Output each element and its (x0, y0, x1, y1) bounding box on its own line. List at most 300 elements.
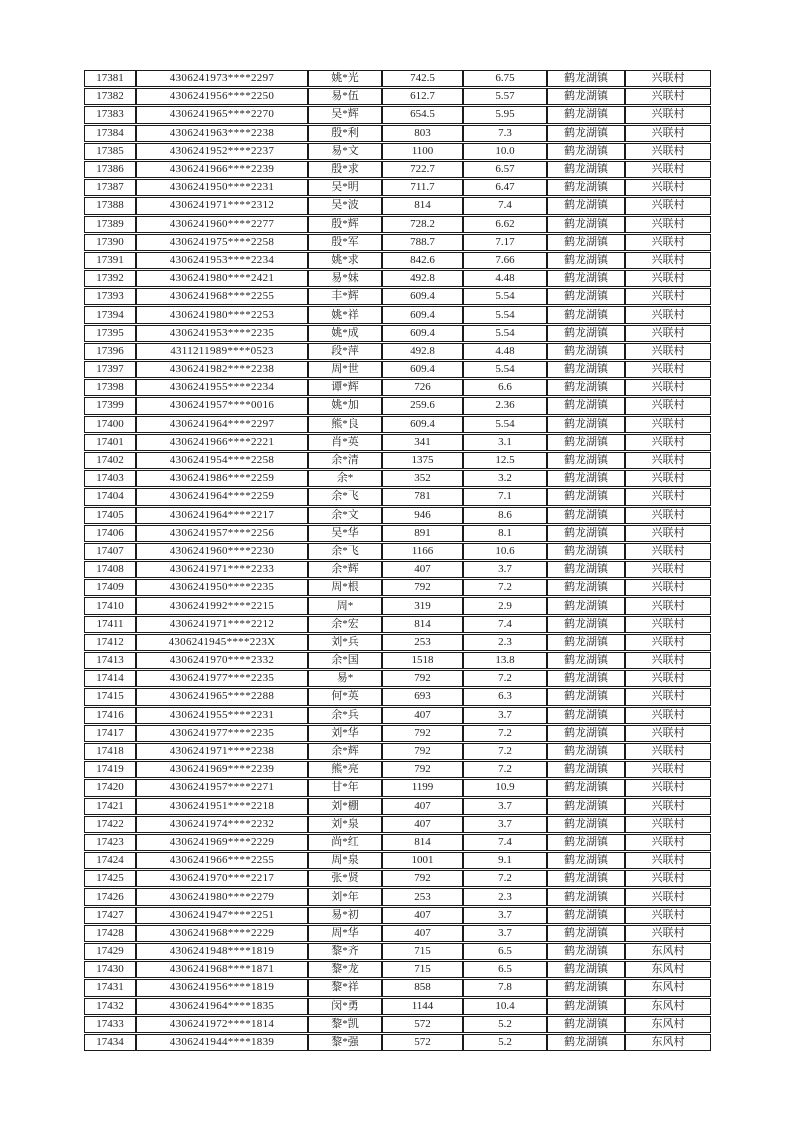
table-row (84, 961, 711, 978)
cell-village: 兴联村 (625, 870, 711, 887)
cell-village: 兴联村 (625, 634, 711, 651)
cell-amount: 492.8 (382, 270, 463, 287)
table-row (84, 379, 711, 396)
cell-rate: 5.54 (463, 361, 547, 378)
cell-rate: 6.5 (463, 943, 547, 960)
cell-serial: 17419 (84, 761, 136, 778)
cell-rate: 7.2 (463, 725, 547, 742)
cell-masked-id: 4306241972****1814 (136, 1016, 308, 1033)
cell-serial: 17412 (84, 634, 136, 651)
cell-masked-id: 4306241966****2255 (136, 852, 308, 869)
cell-village: 兴联村 (625, 888, 711, 905)
cell-town: 鹤龙湖镇 (547, 507, 625, 524)
cell-town: 鹤龙湖镇 (547, 270, 625, 287)
cell-town: 鹤龙湖镇 (547, 743, 625, 760)
cell-rate: 3.7 (463, 816, 547, 833)
cell-town: 鹤龙湖镇 (547, 488, 625, 505)
cell-village: 兴联村 (625, 325, 711, 342)
cell-rate: 7.2 (463, 761, 547, 778)
cell-masked-id: 4306241974****2232 (136, 816, 308, 833)
cell-serial: 17424 (84, 852, 136, 869)
cell-masked-id: 4306241970****2217 (136, 870, 308, 887)
cell-town: 鹤龙湖镇 (547, 561, 625, 578)
cell-village: 兴联村 (625, 197, 711, 214)
cell-rate: 3.2 (463, 470, 547, 487)
cell-rate: 3.7 (463, 925, 547, 942)
cell-serial: 17389 (84, 216, 136, 233)
cell-masked-id: 4306241986****2259 (136, 470, 308, 487)
cell-masked-id: 4306241965****2288 (136, 688, 308, 705)
cell-masked-id: 4306241980****2253 (136, 306, 308, 323)
cell-town: 鹤龙湖镇 (547, 361, 625, 378)
cell-masked-id: 4306241950****2231 (136, 179, 308, 196)
cell-masked-id: 4306241971****2233 (136, 561, 308, 578)
cell-amount: 407 (382, 816, 463, 833)
cell-serial: 17433 (84, 1016, 136, 1033)
table-row (84, 779, 711, 796)
cell-amount: 609.4 (382, 361, 463, 378)
cell-amount: 792 (382, 743, 463, 760)
table-row (84, 979, 711, 996)
cell-masked-name: 殷*求 (308, 161, 382, 178)
cell-town: 鹤龙湖镇 (547, 707, 625, 724)
cell-serial: 17390 (84, 234, 136, 251)
cell-serial: 17416 (84, 707, 136, 724)
cell-town: 鹤龙湖镇 (547, 125, 625, 142)
cell-rate: 7.8 (463, 979, 547, 996)
cell-serial: 17382 (84, 88, 136, 105)
cell-amount: 781 (382, 488, 463, 505)
cell-serial: 17420 (84, 779, 136, 796)
cell-town: 鹤龙湖镇 (547, 961, 625, 978)
table-row (84, 70, 711, 87)
table-row (84, 434, 711, 451)
cell-amount: 407 (382, 561, 463, 578)
cell-serial: 17386 (84, 161, 136, 178)
cell-masked-name: 尚*红 (308, 834, 382, 851)
table-row (84, 616, 711, 633)
table-row (84, 834, 711, 851)
table-row (84, 270, 711, 287)
cell-masked-id: 4306241953****2235 (136, 325, 308, 342)
table-row (84, 670, 711, 687)
cell-serial: 17392 (84, 270, 136, 287)
cell-masked-name: 刘*年 (308, 888, 382, 905)
cell-rate: 3.7 (463, 561, 547, 578)
cell-rate: 12.5 (463, 452, 547, 469)
cell-amount: 722.7 (382, 161, 463, 178)
cell-amount: 742.5 (382, 70, 463, 87)
cell-amount: 1375 (382, 452, 463, 469)
cell-village: 兴联村 (625, 361, 711, 378)
cell-rate: 5.54 (463, 416, 547, 433)
cell-rate: 3.7 (463, 707, 547, 724)
cell-town: 鹤龙湖镇 (547, 452, 625, 469)
cell-village: 兴联村 (625, 288, 711, 305)
table-row (84, 688, 711, 705)
cell-serial: 17407 (84, 543, 136, 560)
cell-masked-name: 余* (308, 470, 382, 487)
table-row (84, 888, 711, 905)
cell-masked-id: 4306241968****2229 (136, 925, 308, 942)
cell-rate: 4.48 (463, 270, 547, 287)
cell-masked-id: 4306241944****1839 (136, 1034, 308, 1051)
cell-masked-name: 易*妹 (308, 270, 382, 287)
cell-rate: 7.2 (463, 670, 547, 687)
cell-masked-name: 易* (308, 670, 382, 687)
table-row (84, 143, 711, 160)
cell-village: 兴联村 (625, 416, 711, 433)
cell-masked-name: 余*飞 (308, 543, 382, 560)
cell-amount: 572 (382, 1016, 463, 1033)
cell-amount: 407 (382, 907, 463, 924)
cell-masked-id: 4306241975****2258 (136, 234, 308, 251)
cell-village: 兴联村 (625, 143, 711, 160)
cell-rate: 8.1 (463, 525, 547, 542)
cell-rate: 5.57 (463, 88, 547, 105)
cell-amount: 407 (382, 798, 463, 815)
cell-village: 兴联村 (625, 852, 711, 869)
cell-masked-name: 余*文 (308, 507, 382, 524)
cell-amount: 715 (382, 961, 463, 978)
cell-town: 鹤龙湖镇 (547, 197, 625, 214)
cell-rate: 5.54 (463, 306, 547, 323)
table-row (84, 470, 711, 487)
table-row (84, 216, 711, 233)
table-row (84, 306, 711, 323)
cell-masked-name: 余*辉 (308, 743, 382, 760)
cell-rate: 3.7 (463, 907, 547, 924)
cell-village: 兴联村 (625, 343, 711, 360)
cell-rate: 6.75 (463, 70, 547, 87)
cell-masked-id: 4306241964****2259 (136, 488, 308, 505)
cell-masked-id: 4306241968****1871 (136, 961, 308, 978)
cell-rate: 5.95 (463, 106, 547, 123)
cell-serial: 17417 (84, 725, 136, 742)
cell-masked-id: 4306241953****2234 (136, 252, 308, 269)
cell-masked-name: 黎*龙 (308, 961, 382, 978)
cell-amount: 1001 (382, 852, 463, 869)
cell-town: 鹤龙湖镇 (547, 1034, 625, 1051)
cell-village: 兴联村 (625, 597, 711, 614)
cell-amount: 612.7 (382, 88, 463, 105)
cell-serial: 17422 (84, 816, 136, 833)
table-row (84, 1034, 711, 1051)
table-row (84, 252, 711, 269)
cell-masked-name: 姚*加 (308, 397, 382, 414)
cell-amount: 352 (382, 470, 463, 487)
cell-amount: 814 (382, 834, 463, 851)
cell-village: 兴联村 (625, 761, 711, 778)
cell-amount: 1166 (382, 543, 463, 560)
table-row (84, 761, 711, 778)
table-row (84, 361, 711, 378)
cell-rate: 4.48 (463, 343, 547, 360)
cell-amount: 792 (382, 670, 463, 687)
cell-amount: 946 (382, 507, 463, 524)
table-row (84, 634, 711, 651)
cell-masked-id: 4306241971****2238 (136, 743, 308, 760)
table-row (84, 106, 711, 123)
cell-serial: 17404 (84, 488, 136, 505)
cell-serial: 17395 (84, 325, 136, 342)
cell-town: 鹤龙湖镇 (547, 597, 625, 614)
cell-amount: 492.8 (382, 343, 463, 360)
cell-village: 兴联村 (625, 816, 711, 833)
cell-rate: 7.4 (463, 834, 547, 851)
cell-serial: 17429 (84, 943, 136, 960)
cell-serial: 17425 (84, 870, 136, 887)
table-row (84, 488, 711, 505)
cell-town: 鹤龙湖镇 (547, 216, 625, 233)
cell-amount: 715 (382, 943, 463, 960)
cell-masked-name: 周*泉 (308, 852, 382, 869)
table-row (84, 325, 711, 342)
cell-village: 兴联村 (625, 252, 711, 269)
cell-village: 兴联村 (625, 561, 711, 578)
cell-serial: 17410 (84, 597, 136, 614)
cell-masked-id: 4306241963****2238 (136, 125, 308, 142)
cell-village: 兴联村 (625, 125, 711, 142)
table-row (84, 343, 711, 360)
cell-masked-name: 殷*辉 (308, 216, 382, 233)
cell-village: 兴联村 (625, 234, 711, 251)
cell-town: 鹤龙湖镇 (547, 161, 625, 178)
cell-masked-id: 4306241977****2235 (136, 725, 308, 742)
table-row (84, 579, 711, 596)
cell-rate: 13.8 (463, 652, 547, 669)
cell-serial: 17381 (84, 70, 136, 87)
cell-masked-id: 4306241969****2229 (136, 834, 308, 851)
cell-village: 兴联村 (625, 88, 711, 105)
cell-amount: 814 (382, 197, 463, 214)
cell-serial: 17406 (84, 525, 136, 542)
cell-amount: 792 (382, 761, 463, 778)
cell-village: 兴联村 (625, 834, 711, 851)
cell-masked-name: 熊*良 (308, 416, 382, 433)
cell-serial: 17402 (84, 452, 136, 469)
cell-village: 兴联村 (625, 306, 711, 323)
cell-masked-id: 4306241970****2332 (136, 652, 308, 669)
cell-masked-name: 吴*华 (308, 525, 382, 542)
table-row (84, 597, 711, 614)
cell-rate: 2.3 (463, 888, 547, 905)
cell-amount: 341 (382, 434, 463, 451)
cell-town: 鹤龙湖镇 (547, 306, 625, 323)
cell-amount: 407 (382, 925, 463, 942)
table-row (84, 452, 711, 469)
cell-masked-id: 4306241948****1819 (136, 943, 308, 960)
table-row (84, 197, 711, 214)
cell-village: 兴联村 (625, 397, 711, 414)
cell-masked-name: 姚*成 (308, 325, 382, 342)
table-row (84, 397, 711, 414)
cell-serial: 17409 (84, 579, 136, 596)
cell-masked-id: 4306241950****2235 (136, 579, 308, 596)
cell-town: 鹤龙湖镇 (547, 852, 625, 869)
cell-rate: 10.0 (463, 143, 547, 160)
cell-amount: 891 (382, 525, 463, 542)
cell-village: 兴联村 (625, 688, 711, 705)
cell-village: 兴联村 (625, 216, 711, 233)
cell-masked-id: 4306241973****2297 (136, 70, 308, 87)
cell-serial: 17398 (84, 379, 136, 396)
cell-village: 东风村 (625, 979, 711, 996)
cell-village: 兴联村 (625, 106, 711, 123)
cell-village: 兴联村 (625, 525, 711, 542)
cell-serial: 17383 (84, 106, 136, 123)
cell-rate: 7.2 (463, 870, 547, 887)
cell-masked-name: 黎*祥 (308, 979, 382, 996)
cell-masked-name: 黎*凯 (308, 1016, 382, 1033)
cell-masked-id: 4306241965****2270 (136, 106, 308, 123)
cell-amount: 792 (382, 579, 463, 596)
cell-town: 鹤龙湖镇 (547, 834, 625, 851)
cell-town: 鹤龙湖镇 (547, 1016, 625, 1033)
cell-masked-id: 4306241947****2251 (136, 907, 308, 924)
cell-masked-id: 4306241966****2239 (136, 161, 308, 178)
cell-masked-name: 易*文 (308, 143, 382, 160)
cell-masked-name: 余*兵 (308, 707, 382, 724)
cell-village: 东风村 (625, 1034, 711, 1051)
cell-masked-name: 易*初 (308, 907, 382, 924)
cell-serial: 17394 (84, 306, 136, 323)
cell-town: 鹤龙湖镇 (547, 779, 625, 796)
cell-serial: 17432 (84, 998, 136, 1015)
cell-masked-id: 4306241980****2421 (136, 270, 308, 287)
cell-town: 鹤龙湖镇 (547, 943, 625, 960)
cell-masked-id: 4311211989****0523 (136, 343, 308, 360)
cell-masked-name: 余*国 (308, 652, 382, 669)
cell-amount: 253 (382, 634, 463, 651)
cell-amount: 858 (382, 979, 463, 996)
cell-masked-name: 段*萍 (308, 343, 382, 360)
cell-masked-id: 4306241971****2212 (136, 616, 308, 633)
cell-masked-name: 刘*泉 (308, 816, 382, 833)
table-row (84, 943, 711, 960)
cell-amount: 792 (382, 870, 463, 887)
table-row (84, 543, 711, 560)
cell-masked-name: 余*清 (308, 452, 382, 469)
cell-serial: 17426 (84, 888, 136, 905)
cell-village: 东风村 (625, 1016, 711, 1033)
cell-serial: 17405 (84, 507, 136, 524)
cell-town: 鹤龙湖镇 (547, 634, 625, 651)
cell-town: 鹤龙湖镇 (547, 888, 625, 905)
cell-amount: 572 (382, 1034, 463, 1051)
cell-village: 兴联村 (625, 379, 711, 396)
cell-rate: 6.47 (463, 179, 547, 196)
table-row (84, 707, 711, 724)
cell-town: 鹤龙湖镇 (547, 652, 625, 669)
table-row (84, 125, 711, 142)
table-row (84, 161, 711, 178)
cell-rate: 5.54 (463, 288, 547, 305)
cell-village: 兴联村 (625, 507, 711, 524)
table-row (84, 234, 711, 251)
cell-rate: 9.1 (463, 852, 547, 869)
cell-amount: 792 (382, 725, 463, 742)
cell-masked-id: 4306241951****2218 (136, 798, 308, 815)
cell-village: 兴联村 (625, 488, 711, 505)
cell-town: 鹤龙湖镇 (547, 670, 625, 687)
cell-town: 鹤龙湖镇 (547, 998, 625, 1015)
cell-masked-name: 刘*华 (308, 725, 382, 742)
cell-masked-id: 4306241964****1835 (136, 998, 308, 1015)
cell-rate: 2.9 (463, 597, 547, 614)
cell-masked-id: 4306241954****2258 (136, 452, 308, 469)
cell-village: 东风村 (625, 998, 711, 1015)
table-row (84, 288, 711, 305)
cell-serial: 17430 (84, 961, 136, 978)
cell-masked-id: 4306241960****2230 (136, 543, 308, 560)
cell-village: 兴联村 (625, 670, 711, 687)
cell-rate: 10.4 (463, 998, 547, 1015)
cell-rate: 7.17 (463, 234, 547, 251)
cell-town: 鹤龙湖镇 (547, 106, 625, 123)
cell-masked-id: 4306241960****2277 (136, 216, 308, 233)
cell-amount: 842.6 (382, 252, 463, 269)
table-row (84, 998, 711, 1015)
cell-serial: 17384 (84, 125, 136, 142)
cell-masked-name: 丰*辉 (308, 288, 382, 305)
cell-serial: 17393 (84, 288, 136, 305)
cell-village: 兴联村 (625, 270, 711, 287)
cell-masked-name: 殷*军 (308, 234, 382, 251)
cell-town: 鹤龙湖镇 (547, 397, 625, 414)
cell-town: 鹤龙湖镇 (547, 816, 625, 833)
cell-rate: 7.2 (463, 579, 547, 596)
cell-serial: 17434 (84, 1034, 136, 1051)
cell-serial: 17403 (84, 470, 136, 487)
cell-village: 兴联村 (625, 616, 711, 633)
cell-masked-name: 何*英 (308, 688, 382, 705)
table-row (84, 870, 711, 887)
cell-amount: 407 (382, 707, 463, 724)
cell-amount: 609.4 (382, 288, 463, 305)
cell-serial: 17418 (84, 743, 136, 760)
cell-rate: 2.36 (463, 397, 547, 414)
cell-town: 鹤龙湖镇 (547, 434, 625, 451)
cell-town: 鹤龙湖镇 (547, 325, 625, 342)
cell-amount: 654.5 (382, 106, 463, 123)
cell-masked-name: 熊*亮 (308, 761, 382, 778)
cell-masked-id: 4306241955****2231 (136, 707, 308, 724)
cell-masked-name: 余*辉 (308, 561, 382, 578)
cell-masked-name: 黎*齐 (308, 943, 382, 960)
cell-serial: 17427 (84, 907, 136, 924)
cell-rate: 6.5 (463, 961, 547, 978)
cell-amount: 609.4 (382, 416, 463, 433)
cell-masked-id: 4306241968****2255 (136, 288, 308, 305)
cell-town: 鹤龙湖镇 (547, 925, 625, 942)
table-row (84, 525, 711, 542)
cell-village: 兴联村 (625, 579, 711, 596)
cell-masked-name: 余*宏 (308, 616, 382, 633)
cell-town: 鹤龙湖镇 (547, 979, 625, 996)
cell-town: 鹤龙湖镇 (547, 143, 625, 160)
cell-masked-id: 4306241969****2239 (136, 761, 308, 778)
cell-masked-name: 周* (308, 597, 382, 614)
cell-town: 鹤龙湖镇 (547, 579, 625, 596)
cell-masked-id: 4306241982****2238 (136, 361, 308, 378)
cell-masked-name: 刘*兵 (308, 634, 382, 651)
cell-town: 鹤龙湖镇 (547, 470, 625, 487)
cell-town: 鹤龙湖镇 (547, 379, 625, 396)
cell-serial: 17388 (84, 197, 136, 214)
cell-village: 兴联村 (625, 161, 711, 178)
cell-masked-id: 4306241957****0016 (136, 397, 308, 414)
